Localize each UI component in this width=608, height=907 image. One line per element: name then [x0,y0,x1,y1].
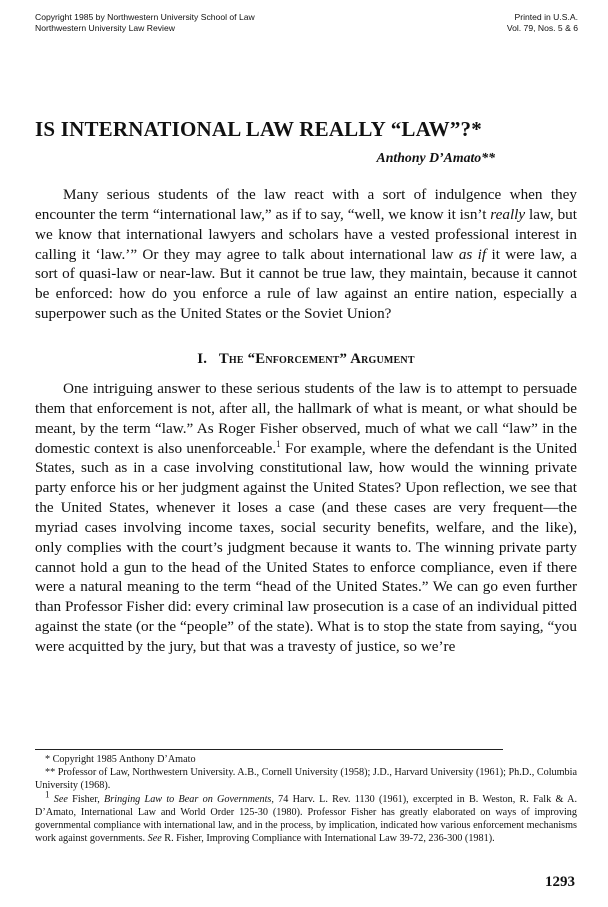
p1-emphasis-really: really [490,205,526,223]
footnote-1 [35,789,578,846]
p1-emphasis-as-if: as if [458,245,487,263]
p1-text-b: law, but we know that international lawyers and scholars have a vested professional interest in calling it ‘law.’” Or they may agree to talk about international law [35,205,577,263]
p2-text-a: One intriguing answer to these serious students of the law is to attempt to persuade them that enforcement is not, after all, the hallmark of what is meant, or what should be meant, by the term “law.” As Roger Fisher observed, much of what we call “law” in the domestic context is also unenforceable. [35,380,577,457]
page-number: 1293 [545,874,575,890]
running-header-left [35,12,255,34]
running-header-right [507,12,578,34]
footnote-author-bio: ** Professor of Law, Northwestern University. A.B., Cornell University (1958); J.D., Harvard University (1961); Ph.D., Columbia University (1968). [35,767,577,792]
footnote-1-text-b: 74 Harv. L. Rev. 1130 (1961), excerpted in B. Weston, R. Falk & A. D’Amato, International Law and World Order 125-30 (1980). Professor Fisher has greatly elaborated on ways of improving governmental compliance with international law, and in the process, by implication, indicated how various enforcement mechanisms work against governments. [35,793,578,845]
paragraph-intro [35,185,577,324]
printed-line: Printed in U.S.A. [514,12,578,22]
section-numeral: I. [197,351,208,367]
footnote-1-text-c: R. Fisher, Improving Compliance with International Law 39-72, 236-300 (1981). [161,833,495,845]
footnote-divider [35,749,503,750]
article-author: Anthony D’Amato** [376,150,495,165]
section-title: The “Enforcement” Argument [218,351,415,367]
footnote-1-see-2: See [147,833,162,845]
footnote-1-number: 1 [45,789,50,800]
p1-text-c: it were law, a sort of quasi-law or near-law. But it cannot be true law, they maintain, because it cannot be enforced: how do you enforce a rule of law against an entire nation, especially a superpower such as the United States or the Soviet Union? [35,245,577,323]
p1-text-a: Many serious students of the law react with a sort of indulgence when they encounter the term “international law,” as if to say, “well, we know it isn’t [35,186,577,223]
volume-line: Vol. 79, Nos. 5 & 6 [506,23,578,33]
article-title: IS INTERNATIONAL LAW REALLY “LAW”?* [35,117,482,141]
p2-text-b: For example, where the defendant is the United States, such as in a case involving constitutional law, how would the winning private party enforce his or her judgment against the United States? Upon reflection, we see that the United States, whenever it loses a case (and these cases are very frequent—the myriad cases involving income taxes, social security benefits, welfare, and the like), only complies with the court’s judgment because it wants to. The winning private party cannot hold a gun to the head of the United States to enforce compliance, even if there were a natural meaning to the term “head of the United States.” We can go even further than Professor Fisher did: every criminal law prosecution is a case of an individual pitted against the state (or the “people” of the state). What is to stop the state from saying, “you were acquitted by the jury, but that was a travesty of justice, so we’re [35,439,578,655]
footnote-ref-1[interactable]: 1 [276,438,281,449]
section-heading [35,351,577,368]
copyright-line: Copyright 1985 by Northwestern University School of Law [35,12,255,22]
footnote-copyright: * Copyright 1985 Anthony D’Amato [45,754,196,765]
footnotes [35,753,577,845]
footnote-1-article-title: Bringing Law to Bear on Governments, [104,793,274,805]
footnote-1-see: See [53,793,68,805]
footnote-1-text-a: Fisher, [67,793,105,805]
paragraph-enforcement [35,379,577,657]
journal-name: Northwestern University Law Review [35,23,175,33]
